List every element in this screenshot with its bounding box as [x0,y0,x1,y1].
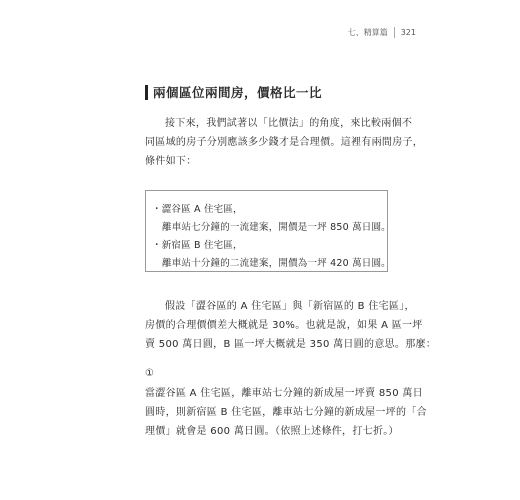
assumption-paragraph [145,297,437,354]
condition-line: 離車站十分鐘的二流建案，開價為一坪 420 萬日圓。 [162,258,391,269]
case-paragraph [145,384,427,441]
text-line: 賣 500 萬日圓，B 區一坪大概就是 350 萬日圓的意思。那麼： [145,339,437,350]
running-header [348,27,416,38]
section-heading [145,83,322,101]
text-line: 假設「澀谷區的 A 住宅區」與「新宿區的 B 住宅區」， [165,301,415,312]
text-line: 圓時，則新宿區 B 住宅區，離車站七分鐘的新成屋一坪的「合 [145,407,427,418]
intro-paragraph [145,114,424,171]
text-line: 房價的合理價價差大概就是 30%。也就是說，如果 A 區一坪 [145,320,423,331]
header-divider [394,27,395,38]
text-line: 接下來，我們試著以「比價法」的角度，來比較兩個不 [165,118,413,129]
condition-line: 離車站七分鐘的一流建案，開價是一坪 850 萬日圓。 [162,222,391,233]
heading-bar [145,85,148,100]
case-marker: ① [145,368,155,379]
heading-title: 兩個區位兩間房，價格比一比 [153,85,323,100]
conditions-box [145,190,391,272]
condition-line: ・新宿區 B 住宅區， [152,240,243,251]
text-line: 同區域的房子分別應該多少錢才是合理價。這裡有兩間房子， [145,137,424,148]
text-line: 當澀谷區 A 住宅區，離車站七分鐘的新成屋一坪賣 850 萬日 [145,388,423,399]
text-line: 條件如下： [145,156,197,167]
condition-line: ・澀谷區 A 住宅區， [152,204,243,215]
page-number: 321 [400,28,416,37]
text-line: 理價」就會是 600 萬日圓。（依照上述條件，打七折。） [145,426,399,437]
section-title: 七、精算篇 [347,28,388,37]
